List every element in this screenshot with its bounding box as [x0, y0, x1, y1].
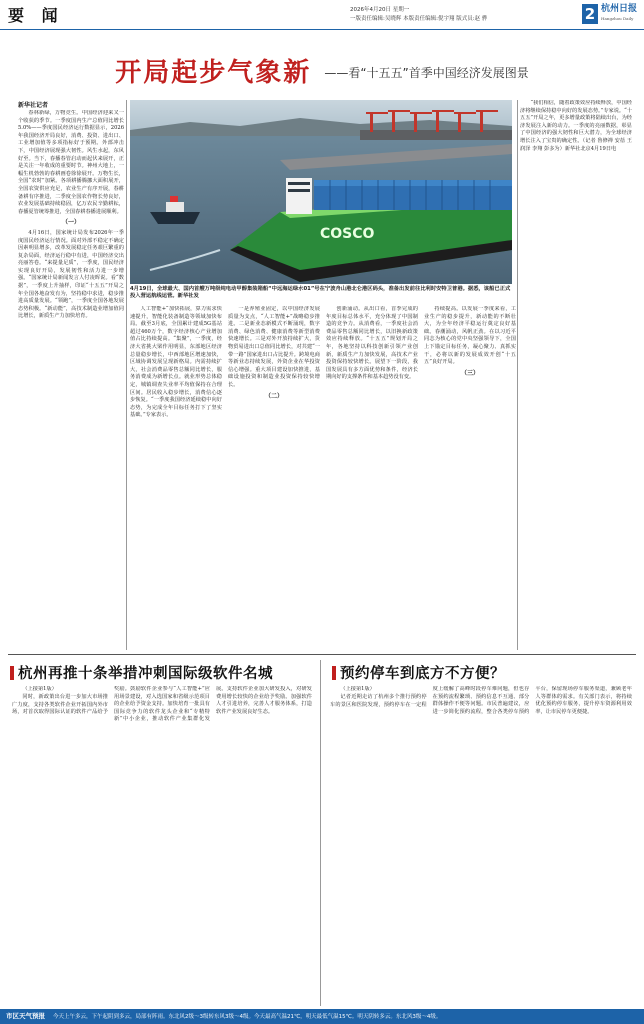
article-column-1	[18, 110, 124, 650]
ship-hull-lettering: COSCO	[320, 226, 375, 242]
editor-line: 一版责任编辑:吴晓辉 本版责任编辑:倪宇翔 版式员:赵 骅	[350, 16, 488, 22]
paper-name: 杭州日报	[601, 4, 638, 14]
section-marker-2: （二）	[264, 392, 283, 400]
article-column-3	[228, 306, 320, 650]
bottom-left-headline: 杭州再推十条举措冲刺国际级软件名城	[18, 666, 273, 682]
paragraph: 春林新绿，万物竞生。中国经济迎来又一个收获的季节。一季度国内生产总值同比增长5.0%——季度国民经济运行数据显示，2026年我国经济开局良好，消费、投资、进出口、工业增加值等多项指标好于预期。外部冲击下，中国经济展现强大韧性。风生水起，东风好至。当下，春播春管启动而起伏来展开，正是关注一年收成的重要时节。神州大地上，一幅生机勃勃的春耕画卷徐徐展开。万物生长，全国“农时”加紧。各项耕播腾挪大面积展开，全国农资供应充足，农业生产有序开展，春耕备耕有序推进，二季度全国农作物长势良好，农业发展基础持续稳固，亿万农民辛勤耕耘，春播夏管统筹推进，全国春耕春播进展顺利。	[18, 110, 124, 215]
column-rule	[517, 100, 518, 650]
page-number: 2	[582, 4, 598, 24]
headline-accent-bar	[332, 666, 336, 680]
paragraph: 创新涌动。从出口看，首季完成的年度目标总体水平，充分体现了中国制造的竞争力。从消费看，一季度社会消费品零售总额同比增长，以旧换新政策效应持续释放。“十五五”规划开局之年，各地坚持以科技创新引领产业创新，新质生产力加快发展，高技术产业投资保持较快增长。展望下一阶段，我国发展具有多方面优势和条件，经济长期向好的支撑条件和基本趋势没有变。	[326, 306, 418, 381]
ship-photo	[130, 100, 512, 284]
photo-caption: 4月19日，全球最大、国内首艘万吨级纯电动甲醇集装箱船“中远海运绿水01”号在宁波舟山港北仑港区码头，准备出发前往比利时安特卫普港。据悉，该船已正式投入营运航线运营。新华社发	[130, 286, 511, 300]
section-marker-1: （一）	[61, 219, 80, 227]
paragraph: 持续提高。以发展一季度来看，工业生产的稳步提升，新动能的不断壮大，为全年经济平稳运行奠定良好基础。春潮涌动，风帆正劲。在以习近平同志为核心的党中央坚强领导下，全国上下锚定目标任务，凝心聚力、真抓实干，必将以新的发展成效开创“十五五”良好开局。	[424, 306, 516, 366]
section-divider	[8, 654, 636, 655]
column-rule	[320, 660, 321, 1006]
lead-headline: 开局起步气象新	[115, 58, 312, 88]
byline: 新华社记者	[18, 102, 49, 109]
paragraph: 同时，新政策出台进一步加大市场推广力度，支持各类软件企业开拓国内外市场，对首次取得国际认证的软件产品给予奖励。鼓励软件企业参与“人工智能+”应用场景建设，对入选国家和省级示范项目的企业给予资金支持。加快培育一批具有国际竞争力的软件龙头企业和“专精特新”中小企业，推动软件产业集群化发展。支持软件企业加大研发投入，对研发费用增长较快的企业给予奖励。加强软件人才引进培养，完善人才服务体系，打造软件产业发展良好生态。	[12, 686, 312, 723]
section-marker-3: （三）	[460, 369, 479, 377]
weather-label: 市区天气预报	[6, 1012, 45, 1020]
article-column-2	[130, 306, 222, 650]
paragraph: “我们相信，随着政策效应持续释放，中国经济将继续保持稳中向好的发展态势。”专家说。“十五五”开局之年，更多增量政策将陆续出台，为经济发展注入新的动力。一季度的亮丽数据，彰显了中国经济的强大韧性和巨大潜力，为全球经济增长注入了宝贵的确定性。（记者 鲁修禅 安蓓 王润泽 李翔 彭多为）新华社北京4月19日电	[520, 100, 632, 152]
column-rule	[126, 100, 127, 650]
paper-name-en: Hangzhou Daily	[601, 16, 634, 21]
article-column-4	[326, 306, 418, 650]
article-column-6	[520, 100, 632, 650]
lead-headline-block	[0, 52, 644, 89]
article-source: （上接第1版）	[340, 686, 375, 692]
bottom-right-headline: 预约停车到底方不方便？	[340, 666, 505, 682]
date-line: 2026年4月20日 星期一	[350, 7, 410, 13]
lead-subheadline: ——看“十五五”首季中国经济发展图景	[324, 66, 529, 80]
paper-logo	[601, 4, 637, 24]
paragraph: 4月16日，国家统计局发布2026年一季度国民经济运行情况。面对外部不稳定不确定因素明显增多，改革发展稳定任务艰巨繁重的复杂局面，经济运行稳中有进，中国经济交出亮丽答卷。“来提量足质”，一季度，国民经济实现良好开局，发展韧性和活力进一步增强。“国家统计局新闻发言人付凌晖说。看“数据”，一季度上升抽样，印证“十五五”开局之年全国各地奋发有为，坚持稳中求进，稳步推进高质量发展。“领跑”，一季度全国各地发展态势积极。“新动能”，高技术制造业增加值同比增长，新质生产力加快培育。	[18, 229, 124, 320]
article-source: （上接第1版）	[22, 686, 57, 692]
bottom-left-article-body	[12, 686, 312, 1004]
bottom-right-headline-block	[332, 662, 505, 683]
paragraph: 记者近期走访了杭州多个推行预约停车的景区和医院发现，预约停车在一定程度上缓解了高峰时段停车难问题，但也存在预约流程繁琐、预约信息不互通、部分群体操作不便等问题。市民普遍建议，应进一步简化预约流程，整合各类停车预约平台，保留现场停车服务渠道，兼顾老年人等群体的需求。有关部门表示，将持续优化预约停车服务，提升停车资源利用效率，让市民停车更便捷。	[330, 686, 632, 715]
article-column-5	[424, 306, 516, 650]
paragraph: 人工智能+“加快拓展，算力需求快速提升，智能化装备制造等领域加快布局。截至3月底，全国累计建成5G基站超过460万个，数字经济核心产业增加值占比持续提高。“集聚”，一季度，经济大省挑大梁作用明显，东部地区经济总量稳步增长，中西部地区增速加快，区域协调发展呈现新格局。内需持续扩大，社会消费品零售总额同比增长，服务消费成为新增长点。就业形势总体稳定，城镇调查失业率平均值保持在合理区间。居民收入稳步增长，消费信心逐步恢复。“一季度我国经济延续稳中向好态势，为完成全年目标任务打下了坚实基础。”专家表示。	[130, 306, 222, 419]
weather-text: 今天上午多云，下午起阴到多云，局部有阵雨。东北风2级～3级转东风3级～4级。今天最高气温21℃，明天最低气温15℃。明天阴转多云。东北风3级～4级。	[53, 1014, 442, 1020]
paragraph: 一是养殖业固定，以中国经济发展质量为支点，“人工智能+”战略稳步推进。二是新业态新模式不断涌现，数字消费、绿色消费、健康消费等新型消费快速增长。三是对外开放持续扩大，货物贸易进出口总值同比增长，对共建“一带一路”国家进出口占比提升。跨境电商等新业态持续发展，外资企业在华投资信心增强。重大项目建设加快推进，基础设施投资和制造业投资保持较快增长。	[228, 306, 320, 388]
headline-accent-bar	[10, 666, 14, 680]
weather-footer	[0, 1009, 644, 1024]
news-photo-container-ship	[130, 100, 512, 284]
bottom-left-headline-block	[10, 662, 273, 683]
section-name: 要 闻	[8, 6, 64, 25]
masthead	[0, 0, 644, 30]
bottom-right-article-body	[330, 686, 632, 1004]
